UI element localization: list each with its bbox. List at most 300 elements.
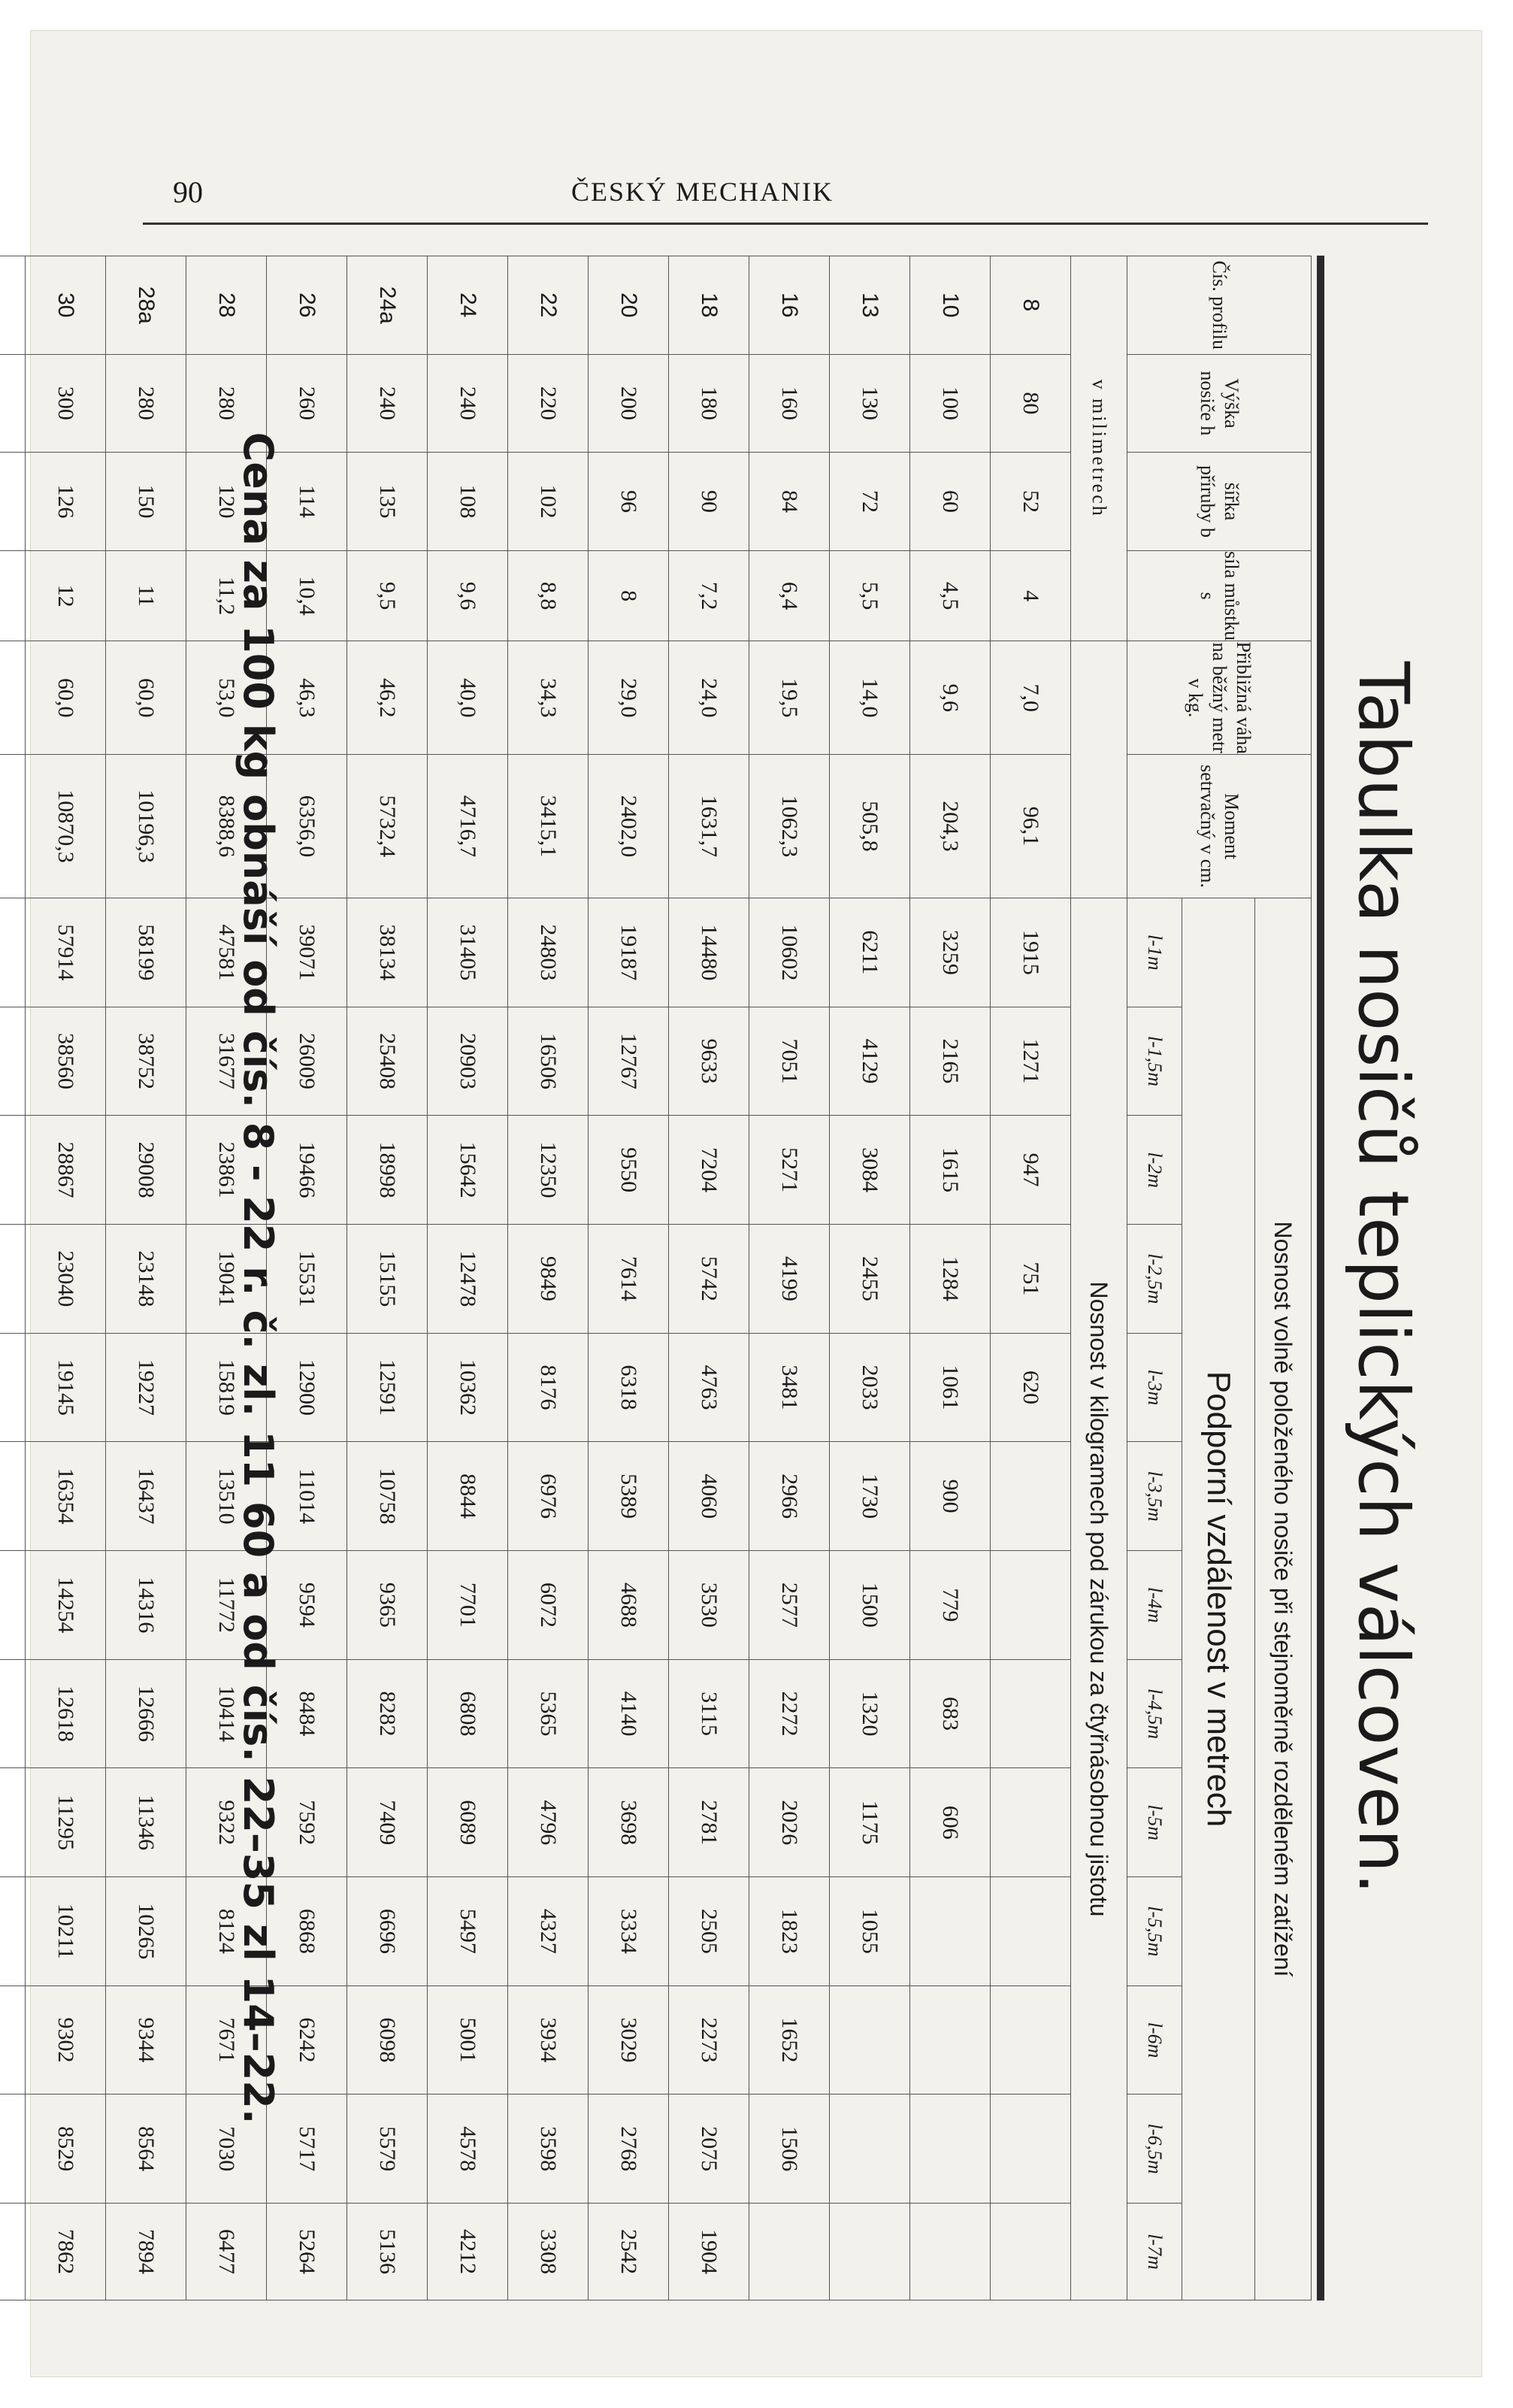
load-cell: 4796 bbox=[508, 1768, 589, 1877]
span-header: Podporní vzdálenost v metrech bbox=[1182, 898, 1255, 2300]
load-cell: 9344 bbox=[106, 1985, 186, 2095]
weight-cell: 14,0 bbox=[830, 641, 910, 755]
col-weight-header: Přibližná váha na běžný metr v kg. bbox=[1127, 641, 1312, 755]
web-cell: 4,5 bbox=[910, 550, 991, 641]
capacity-header: Nosnost volně položeného nosiče při stejnoměrně rozděleném zatížení bbox=[1255, 898, 1312, 2300]
load-cell: 3308 bbox=[508, 2204, 589, 2300]
load-cell: 3934 bbox=[508, 1985, 589, 2095]
span-label: l-3m bbox=[1127, 1333, 1182, 1442]
table-row bbox=[749, 256, 830, 2300]
load-cell: 6477 bbox=[186, 2204, 267, 2300]
load-cell bbox=[910, 1985, 991, 2095]
load-cell: 10602 bbox=[749, 898, 830, 1007]
web-cell: 5,5 bbox=[830, 550, 910, 641]
load-cell: 3481 bbox=[749, 1333, 830, 1442]
profile-number-cell: 28a bbox=[106, 256, 186, 355]
running-head: ČESKÝ MECHANIK bbox=[571, 177, 834, 207]
load-cell: 6211 bbox=[830, 898, 910, 1007]
load-cell: 10758 bbox=[347, 1442, 428, 1551]
load-cell: 7592 bbox=[267, 1768, 347, 1877]
load-cell: 4688 bbox=[589, 1551, 669, 1660]
load-cell: 1271 bbox=[991, 1007, 1071, 1116]
weight-cell: 53,0 bbox=[186, 641, 267, 755]
load-cell: 1615 bbox=[910, 1116, 991, 1225]
load-cell: 2505 bbox=[669, 1877, 749, 1986]
load-cell: 7409 bbox=[347, 1768, 428, 1877]
load-cell: 8529 bbox=[26, 2095, 106, 2204]
load-cell: 19145 bbox=[26, 1333, 106, 1442]
load-cell: 6072 bbox=[508, 1551, 589, 1660]
load-cell bbox=[991, 1985, 1071, 2095]
load-cell: 8176 bbox=[508, 1333, 589, 1442]
rotated-table-block bbox=[53, 256, 1436, 2300]
span-label: l-3,5m bbox=[1127, 1442, 1182, 1551]
load-cell: 7671 bbox=[186, 1985, 267, 2095]
load-cell: 1823 bbox=[749, 1877, 830, 1986]
load-cell: 12478 bbox=[428, 1225, 508, 1334]
load-cell bbox=[0, 1551, 26, 1660]
load-cell: 4212 bbox=[428, 2204, 508, 2300]
load-cell: 4060 bbox=[669, 1442, 749, 1551]
moment-cell: 1631,7 bbox=[669, 755, 749, 898]
height-cell: 100 bbox=[910, 354, 991, 453]
weight-cell: 60,0 bbox=[106, 641, 186, 755]
load-cell: 10414 bbox=[186, 1659, 267, 1768]
load-cell: 2966 bbox=[749, 1442, 830, 1551]
load-cell: 6318 bbox=[589, 1333, 669, 1442]
load-cell: 19187 bbox=[589, 898, 669, 1007]
load-cell: 16437 bbox=[106, 1442, 186, 1551]
page-number: 90 bbox=[173, 175, 203, 209]
load-cell: 1915 bbox=[991, 898, 1071, 1007]
flange-cell: 126 bbox=[26, 453, 106, 551]
load-cell: 31677 bbox=[186, 1007, 267, 1116]
load-cell: 10362 bbox=[428, 1333, 508, 1442]
flange-cell: 90 bbox=[669, 453, 749, 551]
load-cell: 4140 bbox=[589, 1659, 669, 1768]
load-cell: 9322 bbox=[186, 1768, 267, 1877]
load-cell: 13510 bbox=[186, 1442, 267, 1551]
load-cell: 2075 bbox=[669, 2095, 749, 2204]
load-cell: 58199 bbox=[106, 898, 186, 1007]
load-cell: 20903 bbox=[428, 1007, 508, 1116]
flange-cell: 150 bbox=[106, 453, 186, 551]
load-cell: 4578 bbox=[428, 2095, 508, 2204]
moment-cell: 204,3 bbox=[910, 755, 991, 898]
profile-number-cell bbox=[0, 256, 26, 355]
load-cell: 23861 bbox=[186, 1116, 267, 1225]
load-cell: 7614 bbox=[589, 1225, 669, 1334]
web-cell: 9,5 bbox=[347, 550, 428, 641]
load-cell: 12350 bbox=[508, 1116, 589, 1225]
moment-cell: 96,1 bbox=[991, 755, 1071, 898]
load-cell: 26009 bbox=[267, 1007, 347, 1116]
load-cell: 2033 bbox=[830, 1333, 910, 1442]
load-cell bbox=[830, 1985, 910, 2095]
load-cell bbox=[830, 2204, 910, 2300]
load-cell bbox=[0, 1768, 26, 1877]
moment-cell: 5732,4 bbox=[347, 755, 428, 898]
load-cell: 900 bbox=[910, 1442, 991, 1551]
load-cell: 1904 bbox=[669, 2204, 749, 2300]
table-row bbox=[830, 256, 910, 2300]
load-cell: 19466 bbox=[267, 1116, 347, 1225]
load-cell: 19041 bbox=[186, 1225, 267, 1334]
weight-cell: 46,2 bbox=[347, 641, 428, 755]
web-cell: 12 bbox=[26, 550, 106, 641]
load-cell: 5717 bbox=[267, 2095, 347, 2204]
load-cell: 7862 bbox=[26, 2204, 106, 2300]
load-cell: 23040 bbox=[26, 1225, 106, 1334]
flange-cell: 52 bbox=[991, 453, 1071, 551]
load-cell: 23148 bbox=[106, 1225, 186, 1334]
span-label: l-1m bbox=[1127, 898, 1182, 1007]
weight-cell: 46,3 bbox=[267, 641, 347, 755]
load-cell: 5579 bbox=[347, 2095, 428, 2204]
table-row bbox=[347, 256, 428, 2300]
load-cell: 3084 bbox=[830, 1116, 910, 1225]
load-cell: 2455 bbox=[830, 1225, 910, 1334]
load-cell: 12767 bbox=[589, 1007, 669, 1116]
load-cell: 57914 bbox=[26, 898, 106, 1007]
load-cell bbox=[0, 1985, 26, 2095]
load-note-header: Nosnost v kilogramech pod zárukou za čtyřnásobnou jistotu bbox=[1071, 898, 1127, 2300]
weight-cell: 9,6 bbox=[910, 641, 991, 755]
load-cell: 3598 bbox=[508, 2095, 589, 2204]
table-row bbox=[589, 256, 669, 2300]
profile-number-cell: 28 bbox=[186, 256, 267, 355]
flange-cell: 108 bbox=[428, 453, 508, 551]
moment-cell: 505,8 bbox=[830, 755, 910, 898]
height-cell: 280 bbox=[186, 354, 267, 453]
weight-cell: 40,0 bbox=[428, 641, 508, 755]
profile-number-cell: 16 bbox=[749, 256, 830, 355]
height-cell: 280 bbox=[106, 354, 186, 453]
load-cell: 47581 bbox=[186, 898, 267, 1007]
load-cell: 1175 bbox=[830, 1768, 910, 1877]
table-row bbox=[991, 256, 1071, 2300]
web-cell: 4 bbox=[991, 550, 1071, 641]
load-cell: 11295 bbox=[26, 1768, 106, 1877]
load-cell bbox=[749, 2204, 830, 2300]
load-cell: 9302 bbox=[26, 1985, 106, 2095]
moment-cell: 1062,3 bbox=[749, 755, 830, 898]
profile-number-cell: 18 bbox=[669, 256, 749, 355]
load-cell: 2165 bbox=[910, 1007, 991, 1116]
load-cell: 2768 bbox=[589, 2095, 669, 2204]
height-cell: 220 bbox=[508, 354, 589, 453]
load-cell: 28867 bbox=[26, 1116, 106, 1225]
load-cell: 6242 bbox=[267, 1985, 347, 2095]
span-label: l-2,5m bbox=[1127, 1225, 1182, 1334]
load-cell: 2542 bbox=[589, 2204, 669, 2300]
mm-unit-blank bbox=[1071, 641, 1127, 898]
load-cell: 9365 bbox=[347, 1551, 428, 1660]
flange-cell: 96 bbox=[589, 453, 669, 551]
load-cell: 15642 bbox=[428, 1116, 508, 1225]
table-title: Tabulka nosičů teplických válcoven. bbox=[1343, 661, 1424, 1895]
web-cell bbox=[0, 550, 26, 641]
header-rule bbox=[143, 223, 1428, 225]
load-cell: 1730 bbox=[830, 1442, 910, 1551]
load-cell: 1506 bbox=[749, 2095, 830, 2204]
profile-number-cell: 13 bbox=[830, 256, 910, 355]
profile-number-cell: 24 bbox=[428, 256, 508, 355]
web-cell: 10,4 bbox=[267, 550, 347, 641]
load-cell: 620 bbox=[991, 1333, 1071, 1442]
load-cell: 19227 bbox=[106, 1333, 186, 1442]
load-cell: 11346 bbox=[106, 1768, 186, 1877]
load-cell bbox=[0, 1225, 26, 1334]
web-cell: 8,8 bbox=[508, 550, 589, 641]
load-cell: 7051 bbox=[749, 1007, 830, 1116]
load-cell: 6696 bbox=[347, 1877, 428, 1986]
profile-number-cell: 26 bbox=[267, 256, 347, 355]
load-cell: 29008 bbox=[106, 1116, 186, 1225]
load-cell bbox=[910, 2204, 991, 2300]
col-profile-header: Čís. profilu bbox=[1127, 256, 1312, 355]
load-cell: 8844 bbox=[428, 1442, 508, 1551]
load-cell: 1061 bbox=[910, 1333, 991, 1442]
load-cell: 38752 bbox=[106, 1007, 186, 1116]
height-cell: 130 bbox=[830, 354, 910, 453]
load-cell: 5264 bbox=[267, 2204, 347, 2300]
moment-cell: 10870,3 bbox=[26, 755, 106, 898]
load-cell bbox=[991, 2095, 1071, 2204]
load-cell: 3259 bbox=[910, 898, 991, 1007]
height-cell: 240 bbox=[428, 354, 508, 453]
load-cell bbox=[0, 1442, 26, 1551]
load-cell: 5136 bbox=[347, 2204, 428, 2300]
load-cell: 38134 bbox=[347, 898, 428, 1007]
web-cell: 7,2 bbox=[669, 550, 749, 641]
weight-cell: 34,3 bbox=[508, 641, 589, 755]
span-label: l-2m bbox=[1127, 1116, 1182, 1225]
height-cell: 300 bbox=[26, 354, 106, 453]
load-cell bbox=[991, 1877, 1071, 1986]
table-row bbox=[106, 256, 186, 2300]
weight-cell: 24,0 bbox=[669, 641, 749, 755]
load-cell: 11014 bbox=[267, 1442, 347, 1551]
load-cell: 39071 bbox=[267, 898, 347, 1007]
load-cell: 4129 bbox=[830, 1007, 910, 1116]
load-cell: 3115 bbox=[669, 1659, 749, 1768]
web-cell: 8 bbox=[589, 550, 669, 641]
span-label: l-7m bbox=[1127, 2204, 1182, 2300]
load-cell: 5365 bbox=[508, 1659, 589, 1768]
load-cell: 7701 bbox=[428, 1551, 508, 1660]
load-cell bbox=[0, 1659, 26, 1768]
price-footnote: Cena za 100 kg obnáší od čís. 8 - 22 r. č. zl. 11 60 a od čís. 22–35 zl 14–22. bbox=[235, 432, 282, 2125]
load-cell: 9550 bbox=[589, 1116, 669, 1225]
span-label: l-6,5m bbox=[1127, 2095, 1182, 2204]
span-label: l-4,5m bbox=[1127, 1659, 1182, 1768]
table-row bbox=[428, 256, 508, 2300]
profile-number-cell: 8 bbox=[991, 256, 1071, 355]
load-cell: 10211 bbox=[26, 1877, 106, 1986]
load-cell: 9594 bbox=[267, 1551, 347, 1660]
flange-cell bbox=[0, 453, 26, 551]
col-web-header: síla můstku s bbox=[1127, 550, 1312, 641]
web-cell: 11,2 bbox=[186, 550, 267, 641]
page-header bbox=[135, 174, 1413, 212]
load-cell: 14316 bbox=[106, 1551, 186, 1660]
load-cell: 6808 bbox=[428, 1659, 508, 1768]
load-cell: 10265 bbox=[106, 1877, 186, 1986]
load-cell: 5001 bbox=[428, 1985, 508, 2095]
moment-cell: 8388,6 bbox=[186, 755, 267, 898]
load-cell: 5271 bbox=[749, 1116, 830, 1225]
load-cell: 5497 bbox=[428, 1877, 508, 1986]
load-cell: 31405 bbox=[428, 898, 508, 1007]
load-cell: 2781 bbox=[669, 1768, 749, 1877]
profile-number-cell: 10 bbox=[910, 256, 991, 355]
load-cell: 6098 bbox=[347, 1985, 428, 2095]
load-cell: 947 bbox=[991, 1116, 1071, 1225]
moment-cell: 2402,0 bbox=[589, 755, 669, 898]
mm-unit-header: v milimetrech bbox=[1071, 256, 1127, 641]
load-cell: 779 bbox=[910, 1551, 991, 1660]
load-cell: 12900 bbox=[267, 1333, 347, 1442]
load-cell: 9849 bbox=[508, 1225, 589, 1334]
load-cell: 15155 bbox=[347, 1225, 428, 1334]
load-cell: 606 bbox=[910, 1768, 991, 1877]
span-label: l-6m bbox=[1127, 1985, 1182, 2095]
flange-cell: 60 bbox=[910, 453, 991, 551]
load-cell: 6089 bbox=[428, 1768, 508, 1877]
col-moment-header: Moment setrvačný v cm. bbox=[1127, 755, 1312, 898]
flange-cell: 102 bbox=[508, 453, 589, 551]
profile-number-cell: 24a bbox=[347, 256, 428, 355]
load-cell: 7894 bbox=[106, 2204, 186, 2300]
table-row bbox=[508, 256, 589, 2300]
load-cell: 12666 bbox=[106, 1659, 186, 1768]
profile-number-cell: 20 bbox=[589, 256, 669, 355]
web-cell: 9,6 bbox=[428, 550, 508, 641]
flange-cell: 135 bbox=[347, 453, 428, 551]
load-cell: 6976 bbox=[508, 1442, 589, 1551]
flange-cell: 120 bbox=[186, 453, 267, 551]
load-cell: 15531 bbox=[267, 1225, 347, 1334]
load-cell: 4763 bbox=[669, 1333, 749, 1442]
load-cell: 25408 bbox=[347, 1007, 428, 1116]
load-cell bbox=[910, 1877, 991, 1986]
web-cell: 11 bbox=[106, 550, 186, 641]
load-cell: 24803 bbox=[508, 898, 589, 1007]
height-cell: 240 bbox=[347, 354, 428, 453]
table-row bbox=[910, 256, 991, 2300]
load-cell bbox=[991, 1442, 1071, 1551]
load-cell: 12618 bbox=[26, 1659, 106, 1768]
load-cell: 3029 bbox=[589, 1985, 669, 2095]
load-cell bbox=[991, 1551, 1071, 1660]
load-cell: 3334 bbox=[589, 1877, 669, 1986]
title-rule bbox=[1317, 256, 1324, 2300]
load-cell bbox=[991, 2204, 1071, 2300]
load-cell: 12591 bbox=[347, 1333, 428, 1442]
moment-cell: 6356,0 bbox=[267, 755, 347, 898]
load-cell bbox=[0, 1116, 26, 1225]
load-cell bbox=[991, 1768, 1071, 1877]
load-cell: 8564 bbox=[106, 2095, 186, 2204]
load-cell: 2273 bbox=[669, 1985, 749, 2095]
height-cell: 180 bbox=[669, 354, 749, 453]
load-cell: 751 bbox=[991, 1225, 1071, 1334]
load-cell: 3530 bbox=[669, 1551, 749, 1660]
span-label: l-5m bbox=[1127, 1768, 1182, 1877]
load-cell: 38560 bbox=[26, 1007, 106, 1116]
height-cell: 160 bbox=[749, 354, 830, 453]
span-label: l-5,5m bbox=[1127, 1877, 1182, 1986]
flange-cell: 84 bbox=[749, 453, 830, 551]
load-cell: 14254 bbox=[26, 1551, 106, 1660]
profile-number-cell: 22 bbox=[508, 256, 589, 355]
weight-cell: 29,0 bbox=[589, 641, 669, 755]
beam-table bbox=[0, 256, 1312, 2300]
moment-cell: 3415,1 bbox=[508, 755, 589, 898]
height-cell: 200 bbox=[589, 354, 669, 453]
weight-cell: 7,0 bbox=[991, 641, 1071, 755]
table-row bbox=[0, 256, 26, 2300]
load-cell: 11772 bbox=[186, 1551, 267, 1660]
load-cell: 3698 bbox=[589, 1768, 669, 1877]
load-cell: 18998 bbox=[347, 1116, 428, 1225]
load-cell: 16506 bbox=[508, 1007, 589, 1116]
load-cell: 683 bbox=[910, 1659, 991, 1768]
col-flange-header: šířka příruby b bbox=[1127, 453, 1312, 551]
moment-cell: 10196,3 bbox=[106, 755, 186, 898]
table-row bbox=[26, 256, 106, 2300]
load-cell: 7204 bbox=[669, 1116, 749, 1225]
load-cell: 5742 bbox=[669, 1225, 749, 1334]
load-cell: 9633 bbox=[669, 1007, 749, 1116]
load-cell: 8282 bbox=[347, 1659, 428, 1768]
height-cell: 80 bbox=[991, 354, 1071, 453]
flange-cell: 114 bbox=[267, 453, 347, 551]
load-cell bbox=[910, 2095, 991, 2204]
load-cell: 1055 bbox=[830, 1877, 910, 1986]
load-cell: 15819 bbox=[186, 1333, 267, 1442]
load-cell: 2577 bbox=[749, 1551, 830, 1660]
load-cell bbox=[0, 1007, 26, 1116]
height-cell: 260 bbox=[267, 354, 347, 453]
profile-number-cell: 30 bbox=[26, 256, 106, 355]
load-cell: 8124 bbox=[186, 1877, 267, 1986]
load-cell bbox=[0, 2204, 26, 2300]
load-cell: 4327 bbox=[508, 1877, 589, 1986]
web-cell: 6,4 bbox=[749, 550, 830, 641]
moment-cell bbox=[0, 755, 26, 898]
load-cell: 5389 bbox=[589, 1442, 669, 1551]
load-cell: 14480 bbox=[669, 898, 749, 1007]
load-cell bbox=[0, 898, 26, 1007]
load-cell: 1320 bbox=[830, 1659, 910, 1768]
flange-cell: 72 bbox=[830, 453, 910, 551]
weight-cell bbox=[0, 641, 26, 755]
height-cell bbox=[0, 354, 26, 453]
load-cell: 8484 bbox=[267, 1659, 347, 1768]
span-label: l-4m bbox=[1127, 1551, 1182, 1660]
load-cell: 6868 bbox=[267, 1877, 347, 1986]
load-cell bbox=[0, 1877, 26, 1986]
beam-table-body bbox=[0, 256, 1071, 2300]
weight-cell: 60,0 bbox=[26, 641, 106, 755]
table-row bbox=[669, 256, 749, 2300]
load-cell: 1284 bbox=[910, 1225, 991, 1334]
load-cell bbox=[0, 1333, 26, 1442]
load-cell: 16354 bbox=[26, 1442, 106, 1551]
load-cell bbox=[0, 2095, 26, 2204]
